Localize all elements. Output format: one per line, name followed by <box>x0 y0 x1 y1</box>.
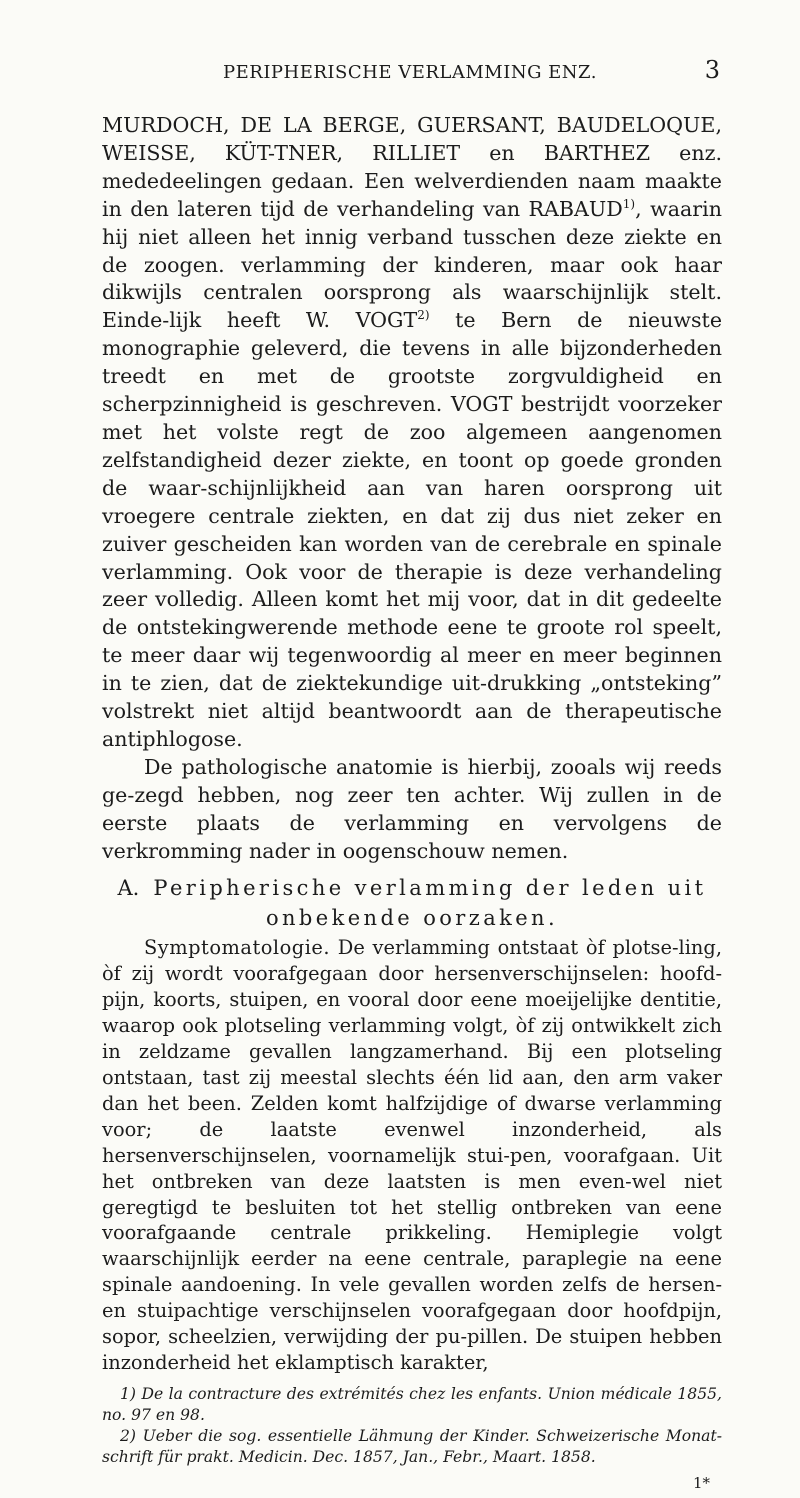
page-header <box>100 50 720 90</box>
symptoms-text: De verlamming ontstaat òf plotse-ling, òf zij wordt voorafgegaan door hersenverschijnselen: hoofd-pijn, koorts, stuipen, en vooral door eene moeijelijke dentitie, waarop ook plotseling verlamming volgt, òf zij ontwikkelt zich in zeldzame gevallen langzamerhand. Bij een plotseling ontstaan, tast zij meestal slechts één lid aan, den arm vaker dan het been. Zelden komt halfzijdige of dwarse verlamming voor; de laatste evenwel inzonderheid, als hersenverschijnselen, voornamelijk stui-pen, voorafgaan. Uit het ontbreken van deze laatsten is men even-wel niet geregtigd te besluiten tot het stellig ontbreken van eene voorafgaande centrale prikkeling. Hemiplegie volgt waarschijnlijk eerder na eene centrale, paraplegie na eene spinale aandoening. In vele gevallen worden zelfs de hersen- en stuipachtige verschijnselen voorafgegaan door hoofdpijn, sopor, scheelzien, verwijding der pu-pillen. De stuipen hebben inzonderheid het eklamptisch karakter, <box>102 936 722 1374</box>
symptoms-paragraph <box>102 935 722 1375</box>
footnote-ref-1: 1) <box>622 196 636 211</box>
footnotes <box>102 1384 722 1468</box>
paragraph-2: De pathologische anatomie is hierbij, zooals wij reeds ge-zegd hebben, nog zeer ten achter. Wij zullen in de eerste plaats de verlamming en vervolgens de verkromming nader in oogenschouw nemen. <box>102 754 722 863</box>
body-text <box>102 112 722 1498</box>
paragraph-1-part-b: , waarin hij niet alleen het innig verband tusschen deze ziekte en de zoogen. verlamming der kinderen, maar ook haar dikwijls centralen oorsprong als waarschijnlijk stelt. Einde-lijk heeft W. VOGT <box>102 196 722 333</box>
running-head: PERIPHERISCHE VERLAMMING ENZ. <box>223 62 597 83</box>
footnote-2: 2) Ueber die sog. essentielle Lähmung der Kinder. Schweizerische Monat-schrift für prakt. Medicin. Dec. 1857, Jan., Febr., Maart. 1858. <box>102 1426 722 1466</box>
paragraph-1-part-a: MURDOCH, DE LA BERGE, GUERSANT, BAUDELOQUE, WEISSE, KÜT-TNER, RILLIET en BARTHEZ enz. mededeelingen gedaan. Een welverdienden naam maakte in den lateren tijd de verhandeling van RABAUD <box>102 113 722 221</box>
section-label: A. <box>117 876 140 901</box>
page-number: 3 <box>704 56 720 84</box>
footnote-ref-2: 2) <box>417 308 430 323</box>
section-title-line1: Peripherische verlamming der leden uit <box>153 876 707 901</box>
footnote-1: 1) De la contracture des extrémités chez les enfants. Union médicale 1855, no. 97 en 98. <box>102 1384 722 1424</box>
section-title-line2: onbekende oorzaken. <box>265 906 559 931</box>
paragraph-1 <box>102 112 722 754</box>
signature-mark: 1* <box>692 1473 710 1492</box>
paragraph-1-part-c: te Bern de nieuwste monographie geleverd, die tevens in alle bijzonderheden treedt en met de grootste zorgvuldigheid en scherpzinnigheid is geschreven. VOGT bestrijdt voorzeker met het volste regt de zoo algemeen aangenomen zelfstandigheid dezer ziekte, en toont op goede gronden de waar-schijnlijkheid aan van haren oorsprong uit vroegere centrale ziekten, en dat zij dus niet zeker en zuiver gescheiden kan worden van de cerebrale en spinale verlamming. Ook voor de therapie is deze verhandeling zeer volledig. Alleen komt het mij voor, dat in dit gedeelte de ontstekingwerende methode eene te groote rol speelt, te meer daar wij tegenwoordig al meer en meer beginnen in te zien, dat de ziektekundige uit-drukking „ontsteking” volstrekt niet altijd beantwoordt aan de therapeutische antiphlogose. <box>102 308 723 751</box>
symptoms-keyword: Symptomatologie. <box>144 936 331 960</box>
section-heading <box>102 873 722 933</box>
